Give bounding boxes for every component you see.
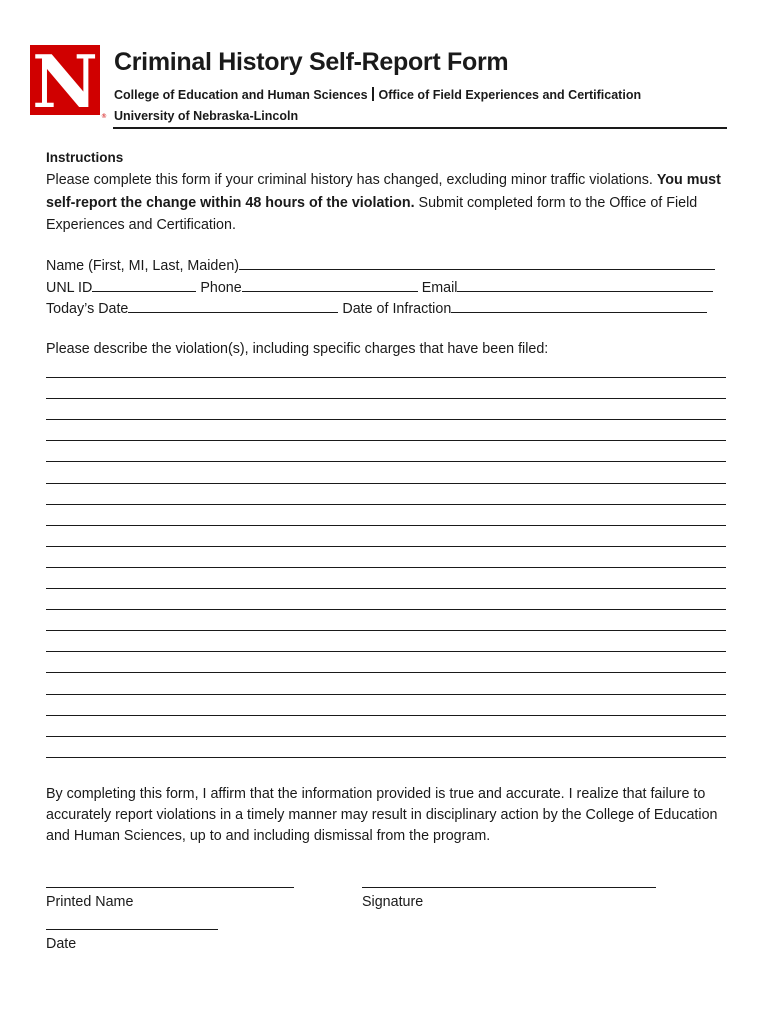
affirmation-text: By completing this form, I affirm that the information provided is true and accurate. I realize that failure to accurately report violations in a timely manner may result in disciplinary action by the College of Education and Human Sciences, up to and including dismissal from the program. bbox=[46, 786, 718, 844]
infraction-date-label: Date of Infraction bbox=[342, 301, 452, 317]
description-line[interactable] bbox=[46, 504, 726, 505]
form-title: Criminal History Self-Report Form bbox=[114, 48, 509, 76]
instructions-text-2: Submit completed form to the Office of Field Experiences and Certification. bbox=[46, 194, 698, 233]
svg-text:®: ® bbox=[101, 113, 107, 120]
unl-id-label: UNL ID bbox=[46, 280, 93, 296]
instructions-deadline: You must self-report the change within 48 hours of the violation. bbox=[46, 172, 721, 211]
college-office-line bbox=[114, 87, 641, 102]
description-line[interactable] bbox=[46, 461, 726, 462]
header-divider bbox=[113, 127, 727, 129]
id-contact-row bbox=[46, 277, 713, 296]
college-name: College of Education and Human Sciences bbox=[114, 88, 368, 102]
email-label: Email bbox=[421, 280, 458, 296]
name-label: Name (First, MI, Last, Maiden) bbox=[46, 258, 240, 274]
signature-label: Signature bbox=[362, 894, 424, 910]
date-label: Date bbox=[46, 936, 77, 952]
printed-name-line[interactable] bbox=[46, 887, 294, 888]
description-line[interactable] bbox=[46, 630, 726, 631]
signature-line[interactable] bbox=[362, 887, 656, 888]
university-name: University of Nebraska-Lincoln bbox=[114, 109, 299, 123]
description-line[interactable] bbox=[46, 715, 726, 716]
description-line[interactable] bbox=[46, 651, 726, 652]
todays-date-field[interactable] bbox=[128, 298, 338, 313]
description-line[interactable] bbox=[46, 525, 726, 526]
description-line[interactable] bbox=[46, 588, 726, 589]
description-line[interactable] bbox=[46, 694, 726, 695]
description-line[interactable] bbox=[46, 398, 726, 399]
email-field[interactable] bbox=[457, 277, 713, 292]
description-line[interactable] bbox=[46, 483, 726, 484]
description-line[interactable] bbox=[46, 567, 726, 568]
description-line[interactable] bbox=[46, 757, 726, 758]
description-line[interactable] bbox=[46, 672, 726, 673]
infraction-date-field[interactable] bbox=[451, 298, 707, 313]
name-field[interactable] bbox=[239, 255, 715, 270]
instructions-text-1: Please complete this form if your criminal history has changed, excluding minor traffic violations. bbox=[46, 172, 657, 188]
office-name: Office of Field Experiences and Certification bbox=[378, 88, 642, 102]
unl-id-field[interactable] bbox=[92, 277, 196, 292]
phone-label: Phone bbox=[200, 280, 242, 296]
description-prompt: Please describe the violation(s), including specific charges that have been filed: bbox=[46, 341, 549, 357]
todays-date-label: Today’s Date bbox=[46, 301, 129, 317]
svg-text:N: N bbox=[32, 39, 98, 124]
separator bbox=[372, 87, 374, 101]
description-line[interactable] bbox=[46, 546, 726, 547]
unl-n-logo bbox=[30, 39, 107, 124]
phone-field[interactable] bbox=[242, 277, 418, 292]
instructions-text bbox=[46, 169, 736, 237]
name-row bbox=[46, 255, 715, 274]
instructions-heading: Instructions bbox=[46, 150, 124, 165]
date-line[interactable] bbox=[46, 929, 218, 930]
date-row bbox=[46, 298, 707, 317]
description-line[interactable] bbox=[46, 736, 726, 737]
description-line[interactable] bbox=[46, 440, 726, 441]
description-line[interactable] bbox=[46, 609, 726, 610]
printed-name-label: Printed Name bbox=[46, 894, 134, 910]
description-line[interactable] bbox=[46, 419, 726, 420]
description-line[interactable] bbox=[46, 377, 726, 378]
